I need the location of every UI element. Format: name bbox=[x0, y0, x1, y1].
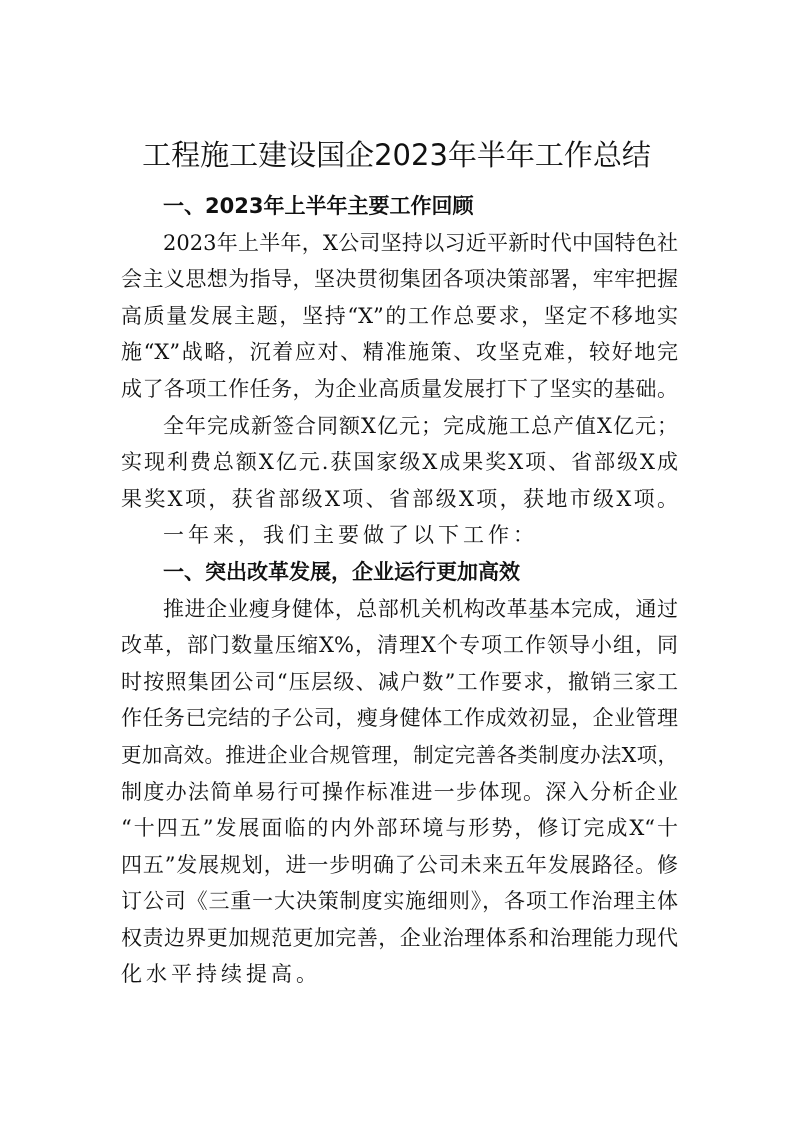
paragraph-line: 高质量发展主题，坚持“X”的工作总要求，坚定不移地实 bbox=[121, 303, 678, 328]
paragraph-line: 时按照集团公司“压层级、减户数”工作要求，撤销三家工 bbox=[121, 669, 678, 694]
paragraph-line: 2023年上半年，X公司坚持以习近平新时代中国特色社 bbox=[163, 230, 678, 255]
section-heading: 一、突出改革发展，企业运行更加高效 bbox=[163, 559, 520, 584]
paragraph bbox=[121, 408, 678, 518]
paragraph-line: 订公司《三重一大决策制度实施细则》，各项工作治理主体 bbox=[121, 889, 678, 914]
paragraph-line: 果奖X项，获省部级X项、省部级X项，获地市级X项。 bbox=[121, 486, 678, 511]
paragraph-line: 全年完成新签合同额X亿元；完成施工总产值X亿元； bbox=[163, 413, 678, 438]
paragraph bbox=[121, 225, 678, 408]
paragraph-line: 施“X”战略，沉着应对、精准施策、攻坚克难，较好地完 bbox=[121, 340, 678, 365]
document-body bbox=[121, 188, 678, 993]
paragraph-line: 权责边界更加规范更加完善，企业治理体系和治理能力现代 bbox=[121, 925, 678, 950]
paragraph-line: 成了各项工作任务，为企业高质量发展打下了坚实的基础。 bbox=[121, 376, 678, 401]
paragraph-line: 制度办法简单易行可操作标准进一步体现。深入分析企业 bbox=[121, 779, 678, 804]
paragraph-line: 一年来，我们主要做了以下工作： bbox=[163, 523, 538, 548]
paragraph-line: 实现利费总额X亿元.获国家级X成果奖X项、省部级X成 bbox=[121, 450, 678, 475]
section-heading: 一、2023年上半年主要工作回顾 bbox=[163, 194, 474, 218]
paragraph-line: “十四五”发展面临的内外部环境与形势，修订完成X“十 bbox=[121, 816, 678, 841]
document-title: 工程施工建设国企2023年半年工作总结 bbox=[142, 138, 651, 172]
paragraph bbox=[121, 591, 678, 994]
paragraph-line: 化水平持续提高。 bbox=[121, 962, 321, 987]
paragraph-line: 改革，部门数量压缩X%，清理X个专项工作领导小组，同 bbox=[121, 633, 678, 658]
paragraph-line: 推进企业瘦身健体，总部机关机构改革基本完成，通过 bbox=[163, 596, 678, 621]
paragraph-line: 更加高效。推进企业合规管理，制定完善各类制度办法X项， bbox=[121, 742, 678, 767]
paragraph-line: 作任务已完结的子公司，瘦身健体工作成效初显，企业管理 bbox=[121, 706, 678, 731]
paragraph-line: 四五”发展规划，进一步明确了公司未来五年发展路径。修 bbox=[121, 852, 678, 877]
paragraph-line: 会主义思想为指导，坚决贯彻集团各项决策部署，牢牢把握 bbox=[121, 267, 678, 292]
